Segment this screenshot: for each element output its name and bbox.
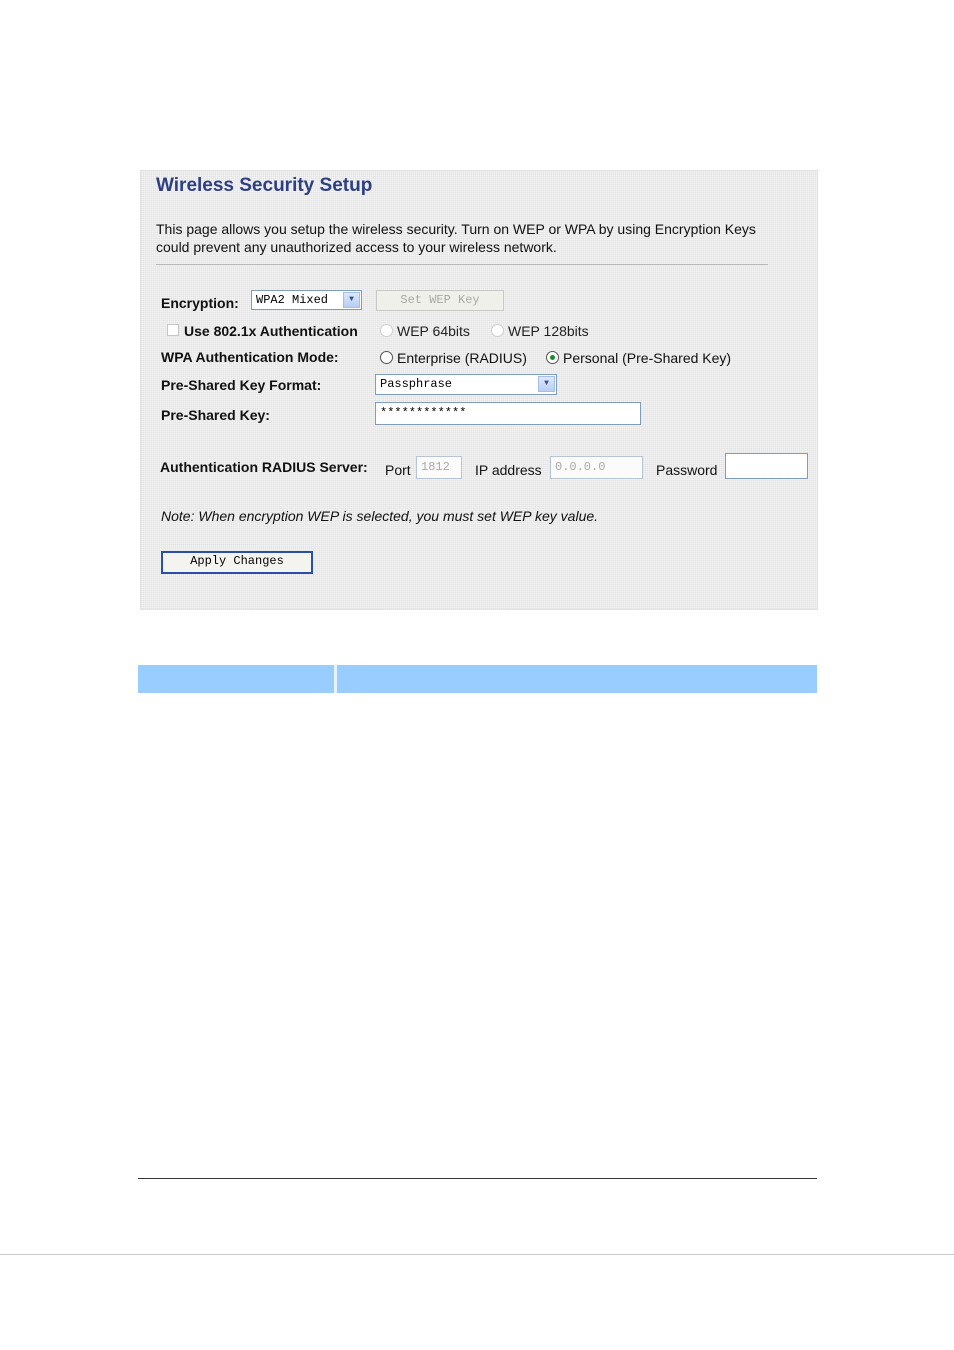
use-8021x-label: Use 802.1x Authentication: [184, 323, 358, 339]
psk-format-select[interactable]: [375, 374, 557, 395]
table-header-divider: [334, 665, 337, 693]
password-label: Password: [656, 462, 718, 478]
wep64-radio[interactable]: [380, 324, 393, 337]
enterprise-radius-radio[interactable]: [380, 351, 393, 364]
encryption-select[interactable]: [251, 290, 362, 310]
page-description: This page allows you setup the wireless security. Turn on WEP or WPA by using Encryption Keys could prevent any unauthorized access to your wireless network.: [156, 221, 756, 255]
chevron-down-icon[interactable]: ▼: [343, 292, 360, 308]
encryption-label: Encryption:: [161, 295, 239, 311]
psk-input[interactable]: ************: [375, 402, 641, 425]
page-footer-rule: [0, 1254, 954, 1255]
wep64-label: WEP 64bits: [397, 323, 470, 339]
enterprise-radius-label: Enterprise (RADIUS): [397, 350, 527, 366]
radius-port-input[interactable]: 1812: [416, 456, 462, 479]
wep-note: Note: When encryption WEP is selected, you must set WEP key value.: [161, 508, 599, 524]
wep128-radio[interactable]: [491, 324, 504, 337]
table-header: [138, 665, 817, 693]
personal-psk-label: Personal (Pre-Shared Key): [563, 350, 732, 366]
psk-format-select-value: Passphrase: [380, 377, 453, 391]
wpa-mode-label: WPA Authentication Mode:: [161, 349, 339, 365]
wireless-security-panel: [140, 170, 818, 610]
wep128-label: WEP 128bits: [508, 323, 589, 339]
port-label: Port: [385, 462, 411, 478]
radius-ip-input[interactable]: 0.0.0.0: [550, 456, 643, 479]
set-wep-key-button[interactable]: Set WEP Key: [376, 290, 504, 311]
divider: [156, 264, 768, 265]
page-title: Wireless Security Setup: [156, 175, 373, 196]
page-bottom-rule: [138, 1178, 817, 1179]
encryption-select-value: WPA2 Mixed: [256, 293, 329, 307]
radius-server-label: Authentication RADIUS Server:: [160, 459, 368, 475]
psk-format-label: Pre-Shared Key Format:: [161, 377, 322, 393]
chevron-down-icon[interactable]: ▼: [538, 376, 555, 392]
ip-address-label: IP address: [475, 462, 542, 478]
personal-psk-radio[interactable]: [546, 351, 559, 364]
psk-label: Pre-Shared Key:: [161, 407, 270, 423]
apply-changes-button[interactable]: Apply Changes: [161, 551, 313, 574]
use-8021x-checkbox[interactable]: [167, 324, 179, 336]
radius-password-input[interactable]: [725, 453, 808, 479]
